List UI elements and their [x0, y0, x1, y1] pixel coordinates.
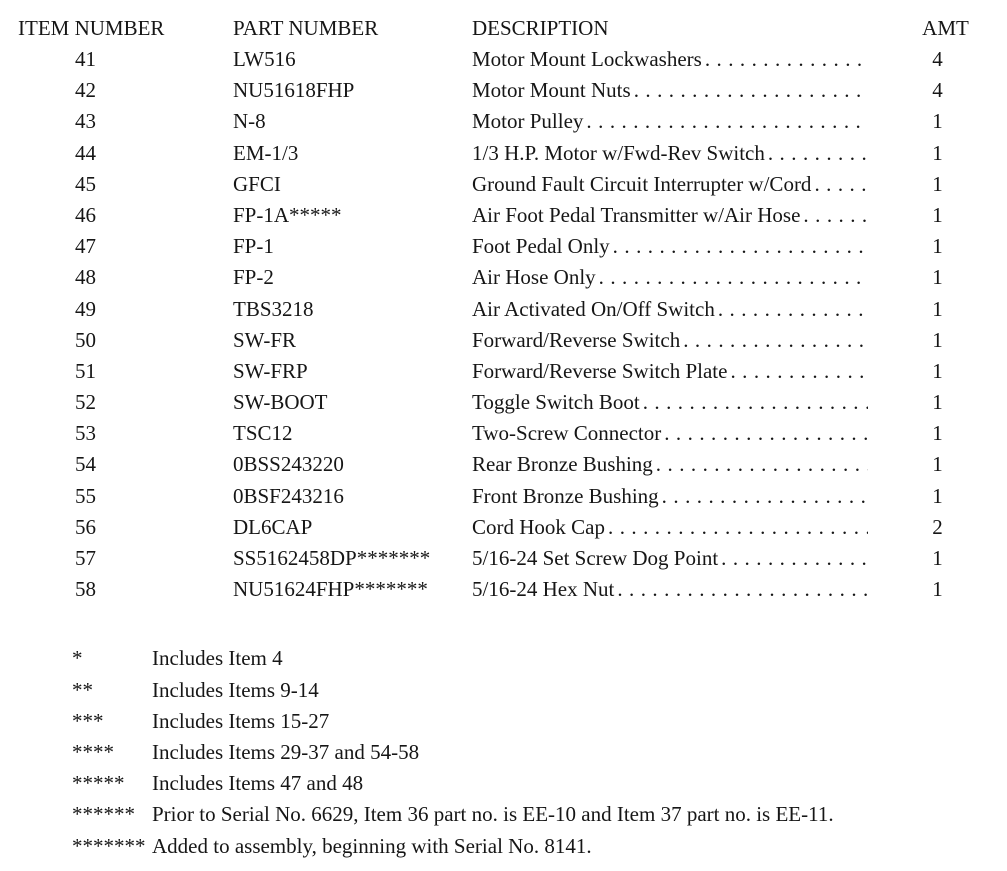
description-text: Cord Hook Cap — [472, 514, 605, 539]
description-cell — [472, 106, 868, 137]
description-cell — [472, 449, 868, 480]
description-cell — [472, 138, 868, 169]
part-number-cell: DL6CAP — [233, 514, 313, 539]
table-row — [0, 481, 1007, 512]
part-number-cell: FP-1A***** — [233, 202, 342, 227]
footnote-row — [72, 643, 1007, 674]
description-cell — [472, 325, 868, 356]
dot-leader — [662, 481, 868, 512]
description-text: Motor Mount Lockwashers — [472, 47, 702, 71]
description-text: Forward/Reverse Switch — [472, 327, 681, 352]
table-row — [0, 543, 1007, 574]
table-row — [0, 231, 1007, 262]
dot-leader — [656, 449, 868, 480]
description-text: Toggle Switch Boot — [472, 390, 640, 415]
amt-cell: 1 — [932, 171, 943, 196]
description-cell — [472, 294, 868, 325]
dot-leader — [664, 418, 868, 449]
amt-cell: 1 — [932, 265, 943, 290]
footnote-marker: ****** — [72, 802, 135, 827]
part-number-cell: TSC12 — [233, 421, 293, 446]
table-row — [0, 106, 1007, 137]
table-row — [0, 294, 1007, 325]
amt-cell: 1 — [932, 546, 943, 570]
part-number-cell: NU51624FHP******* — [233, 577, 428, 602]
footnotes-section — [0, 643, 1007, 861]
description-cell — [472, 231, 868, 262]
dot-leader — [643, 387, 868, 418]
description-cell — [472, 169, 868, 200]
amt-cell: 1 — [932, 327, 943, 352]
amt-cell: 1 — [932, 109, 943, 134]
dot-leader — [586, 106, 868, 137]
amt-cell: 1 — [932, 140, 943, 165]
item-number-cell: 58 — [75, 577, 96, 602]
part-number-cell: SS5162458DP******* — [233, 546, 431, 570]
description-text: Motor Pulley — [472, 109, 584, 134]
dot-leader — [613, 231, 868, 262]
item-number-cell: 53 — [75, 421, 96, 446]
dot-leader — [683, 325, 868, 356]
part-number-cell: SW-FRP — [233, 358, 308, 383]
dot-leader — [634, 75, 868, 106]
footnote-text: Includes Item 4 — [152, 646, 283, 671]
item-number-cell: 47 — [75, 234, 96, 259]
item-number-cell: 52 — [75, 390, 96, 415]
column-header-amt: AMT — [922, 16, 969, 40]
dot-leader — [617, 574, 868, 605]
part-number-cell: SW-FR — [233, 327, 297, 352]
table-row — [0, 75, 1007, 106]
description-cell — [472, 356, 868, 387]
footnote-marker: **** — [72, 739, 114, 764]
amt-cell: 1 — [932, 421, 943, 446]
part-number-cell: SW-BOOT — [233, 390, 328, 415]
footnote-text: Includes Items 29-37 and 54-58 — [152, 739, 420, 764]
dot-leader — [803, 200, 868, 231]
item-number-cell: 42 — [75, 78, 96, 103]
description-cell — [472, 418, 868, 449]
dot-leader — [721, 543, 868, 574]
item-number-cell: 49 — [75, 296, 96, 321]
table-row — [0, 574, 1007, 605]
table-row — [0, 418, 1007, 449]
description-cell — [472, 44, 868, 75]
item-number-cell: 55 — [75, 483, 96, 508]
item-number-cell: 41 — [75, 47, 96, 71]
item-number-cell: 57 — [75, 546, 96, 570]
footnote-row — [72, 799, 1007, 830]
description-text: Rear Bronze Bushing — [472, 452, 653, 477]
item-number-cell: 51 — [75, 358, 96, 383]
footnote-text: Includes Items 9-14 — [152, 677, 319, 702]
item-number-cell: 48 — [75, 265, 96, 290]
part-number-cell: 0BSF243216 — [233, 483, 344, 508]
table-row — [0, 200, 1007, 231]
part-number-cell: GFCI — [233, 171, 281, 196]
part-number-cell: FP-1 — [233, 234, 274, 259]
column-header-item-number: ITEM NUMBER — [18, 16, 165, 40]
part-number-cell: FP-2 — [233, 265, 274, 290]
table-row — [0, 512, 1007, 543]
item-number-cell: 54 — [75, 452, 96, 477]
amt-cell: 1 — [932, 452, 943, 477]
part-number-cell: 0BSS243220 — [233, 452, 344, 477]
table-row — [0, 356, 1007, 387]
dot-leader — [718, 294, 868, 325]
description-text: 1/3 H.P. Motor w/Fwd-Rev Switch — [472, 140, 765, 165]
item-number-cell: 45 — [75, 171, 96, 196]
description-cell — [472, 543, 868, 574]
footnote-marker: ***** — [72, 771, 125, 796]
dot-leader — [814, 169, 868, 200]
description-text: Foot Pedal Only — [472, 234, 610, 259]
footnote-row — [72, 831, 1007, 862]
dot-leader — [599, 262, 868, 293]
amt-cell: 1 — [932, 390, 943, 415]
table-row — [0, 387, 1007, 418]
footnote-text: Prior to Serial No. 6629, Item 36 part no. is EE-10 and Item 37 part no. is EE-11. — [152, 802, 834, 827]
amt-cell: 1 — [932, 358, 943, 383]
amt-cell: 1 — [932, 577, 943, 602]
item-number-cell: 56 — [75, 514, 96, 539]
table-row — [0, 138, 1007, 169]
description-text: Motor Mount Nuts — [472, 78, 631, 103]
table-row — [0, 449, 1007, 480]
amt-cell: 1 — [932, 202, 943, 227]
description-text: Air Activated On/Off Switch — [472, 296, 715, 321]
parts-table — [0, 13, 1007, 605]
description-cell — [472, 200, 868, 231]
item-number-cell: 46 — [75, 202, 96, 227]
description-text: Air Hose Only — [472, 265, 596, 290]
description-cell — [472, 574, 868, 605]
description-cell — [472, 75, 868, 106]
amt-cell: 1 — [932, 483, 943, 508]
description-text: Front Bronze Bushing — [472, 483, 659, 508]
description-cell — [472, 262, 868, 293]
table-body — [0, 44, 1007, 605]
item-number-cell: 44 — [75, 140, 96, 165]
description-cell — [472, 512, 868, 543]
description-cell — [472, 387, 868, 418]
footnote-text: Added to assembly, beginning with Serial No. 8141. — [152, 833, 592, 858]
footnote-marker: ** — [72, 677, 93, 702]
table-row — [0, 44, 1007, 75]
footnote-row — [72, 675, 1007, 706]
amt-cell: 4 — [932, 78, 943, 103]
column-header-description — [472, 13, 868, 44]
column-header-description-label: DESCRIPTION — [472, 16, 609, 40]
table-row — [0, 325, 1007, 356]
footnote-text: Includes Items 15-27 — [152, 708, 330, 733]
footnote-row — [72, 768, 1007, 799]
footnote-marker: * — [72, 646, 83, 671]
amt-cell: 4 — [932, 47, 943, 71]
footnote-text: Includes Items 47 and 48 — [152, 771, 364, 796]
part-number-cell: N-8 — [233, 109, 266, 134]
part-number-cell: EM-1/3 — [233, 140, 299, 165]
table-row — [0, 262, 1007, 293]
footnote-row — [72, 737, 1007, 768]
dot-leader — [768, 138, 868, 169]
item-number-cell: 50 — [75, 327, 96, 352]
item-number-cell: 43 — [75, 109, 96, 134]
description-text: Two-Screw Connector — [472, 421, 662, 446]
part-number-cell: NU51618FHP — [233, 78, 355, 103]
description-text: Forward/Reverse Switch Plate — [472, 358, 728, 383]
description-text: 5/16-24 Hex Nut — [472, 577, 615, 602]
part-number-cell: TBS3218 — [233, 296, 314, 321]
description-text: 5/16-24 Set Screw Dog Point — [472, 546, 719, 570]
amt-cell: 1 — [932, 234, 943, 259]
footnote-row — [72, 706, 1007, 737]
dot-leader — [705, 44, 868, 75]
description-text: Air Foot Pedal Transmitter w/Air Hose — [472, 202, 801, 227]
dot-leader — [730, 356, 868, 387]
table-row — [0, 169, 1007, 200]
amt-cell: 1 — [932, 296, 943, 321]
footnote-marker: *** — [72, 708, 104, 733]
dot-leader — [608, 512, 868, 543]
description-text: Ground Fault Circuit Interrupter w/Cord — [472, 171, 812, 196]
description-cell — [472, 481, 868, 512]
column-header-part-number: PART NUMBER — [233, 16, 379, 40]
part-number-cell: LW516 — [233, 47, 296, 71]
table-header-row — [0, 13, 1007, 44]
amt-cell: 2 — [932, 514, 943, 539]
footnote-marker: ******* — [72, 833, 146, 858]
